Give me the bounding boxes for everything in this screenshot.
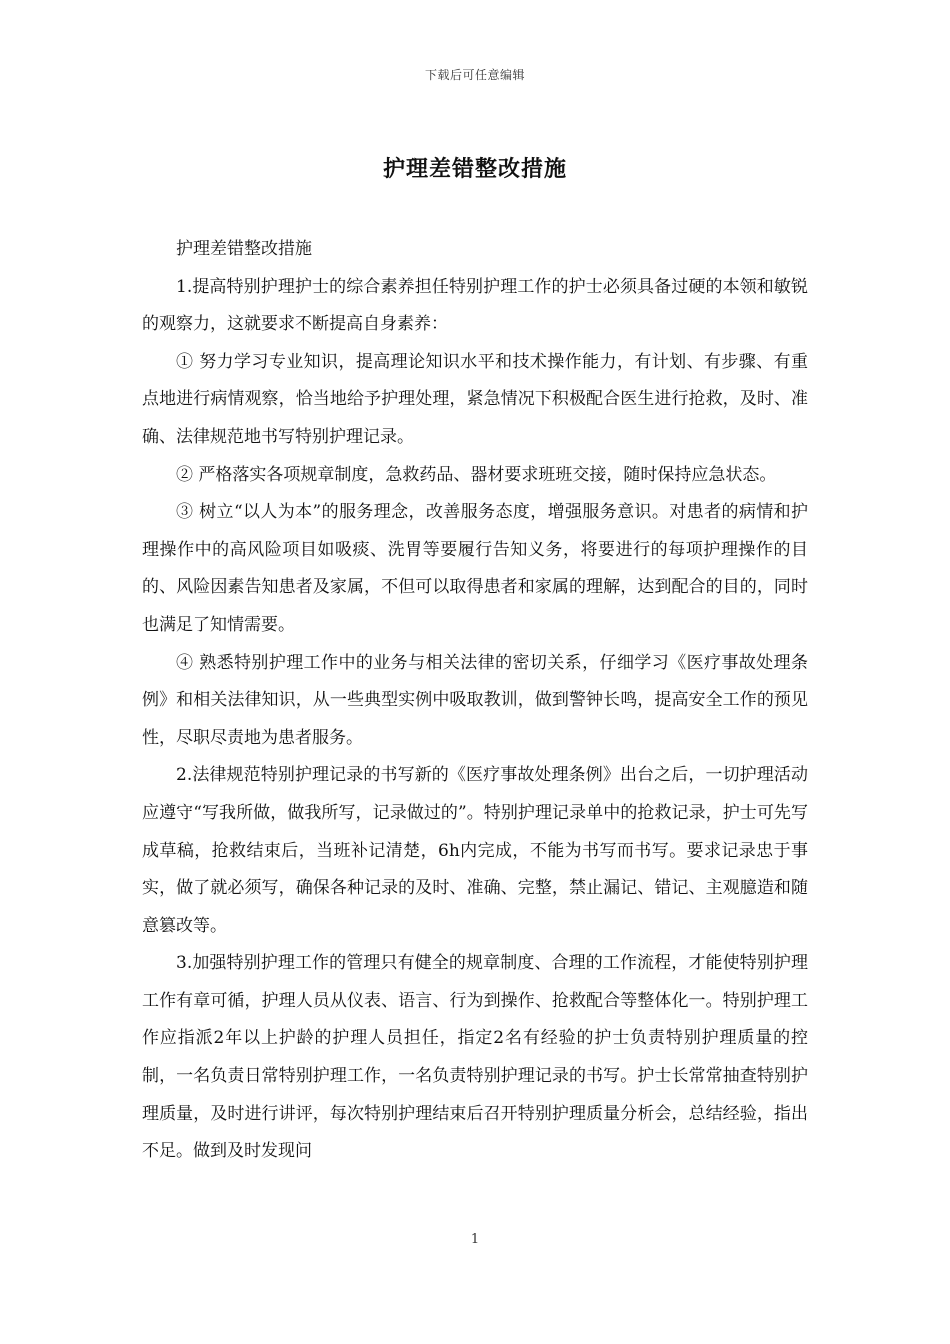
page-number: 1 — [470, 1232, 480, 1247]
document-body — [142, 231, 808, 1171]
document-title: 护理差错整改措施 — [382, 156, 567, 182]
paragraph-item-2: 2.法律规范特别护理记录的书写新的《医疗事故处理条例》出台之后，一切护理活动应遵守“写我所做，做我所写，记录做过的”。特别护理记录单中的抢救记录，护士可先写成草稿，抢救结束后，当班补记清楚，6h内完成，不能为书写而书写。要求记录忠于事实，做了就必须写，确保各种记录的及时、准确、完整，禁止漏记、错记、主观臆造和随意篡改等。 — [142, 765, 808, 936]
paragraph-item-1: 1.提高特别护理护士的综合素养担任特别护理工作的护士必须具备过硬的本领和敏锐的观察力，这就要求不断提高自身素养： — [142, 276, 808, 335]
paragraph-subitem-4: ④ 熟悉特别护理工作中的业务与相关法律的密切关系，仔细学习《医疗事故处理条例》和相关法律知识，从一些典型实例中吸取教训，做到警钟长鸣，提高安全工作的预见性，尽职尽责地为患者服务。 — [142, 652, 808, 748]
header-note: 下载后可任意编辑 — [424, 68, 525, 82]
paragraph-subitem-1: ① 努力学习专业知识，提高理论知识水平和技术操作能力，有计划、有步骤、有重点地进行病情观察，恰当地给予护理处理，紧急情况下积极配合医生进行抢救，及时、准确、法律规范地书写特别护理记录。 — [142, 351, 808, 447]
paragraph-subtitle: 护理差错整改措施 — [176, 239, 312, 259]
paragraph-item-3: 3.加强特别护理工作的管理只有健全的规章制度、合理的工作流程，才能使特别护理工作有章可循，护理人员从仪表、语言、行为到操作、抢救配合等整体化一。特别护理工作应指派2年以上护龄的护理人员担任，指定2名有经验的护士负责特别护理质量的控制，一名负责日常特别护理工作，一名负责特别护理记录的书写。护士长常常抽查特别护理质量，及时进行讲评，每次特别护理结束后召开特别护理质量分析会，总结经验，指出不足。做到及时发现问 — [142, 953, 808, 1162]
paragraph-subitem-2: ② 严格落实各项规章制度，急救药品、器材要求班班交接，随时保持应急状态。 — [176, 464, 777, 485]
paragraph-subitem-3: ③ 树立“以人为本”的服务理念，改善服务态度，增强服务意识。对患者的病情和护理操作中的高风险项目如吸痰、洗胃等要履行告知义务，将要进行的每项护理操作的目的、风险因素告知患者及家属，不但可以取得患者和家属的理解，达到配合的目的，同时也满足了知情需要。 — [142, 502, 808, 635]
